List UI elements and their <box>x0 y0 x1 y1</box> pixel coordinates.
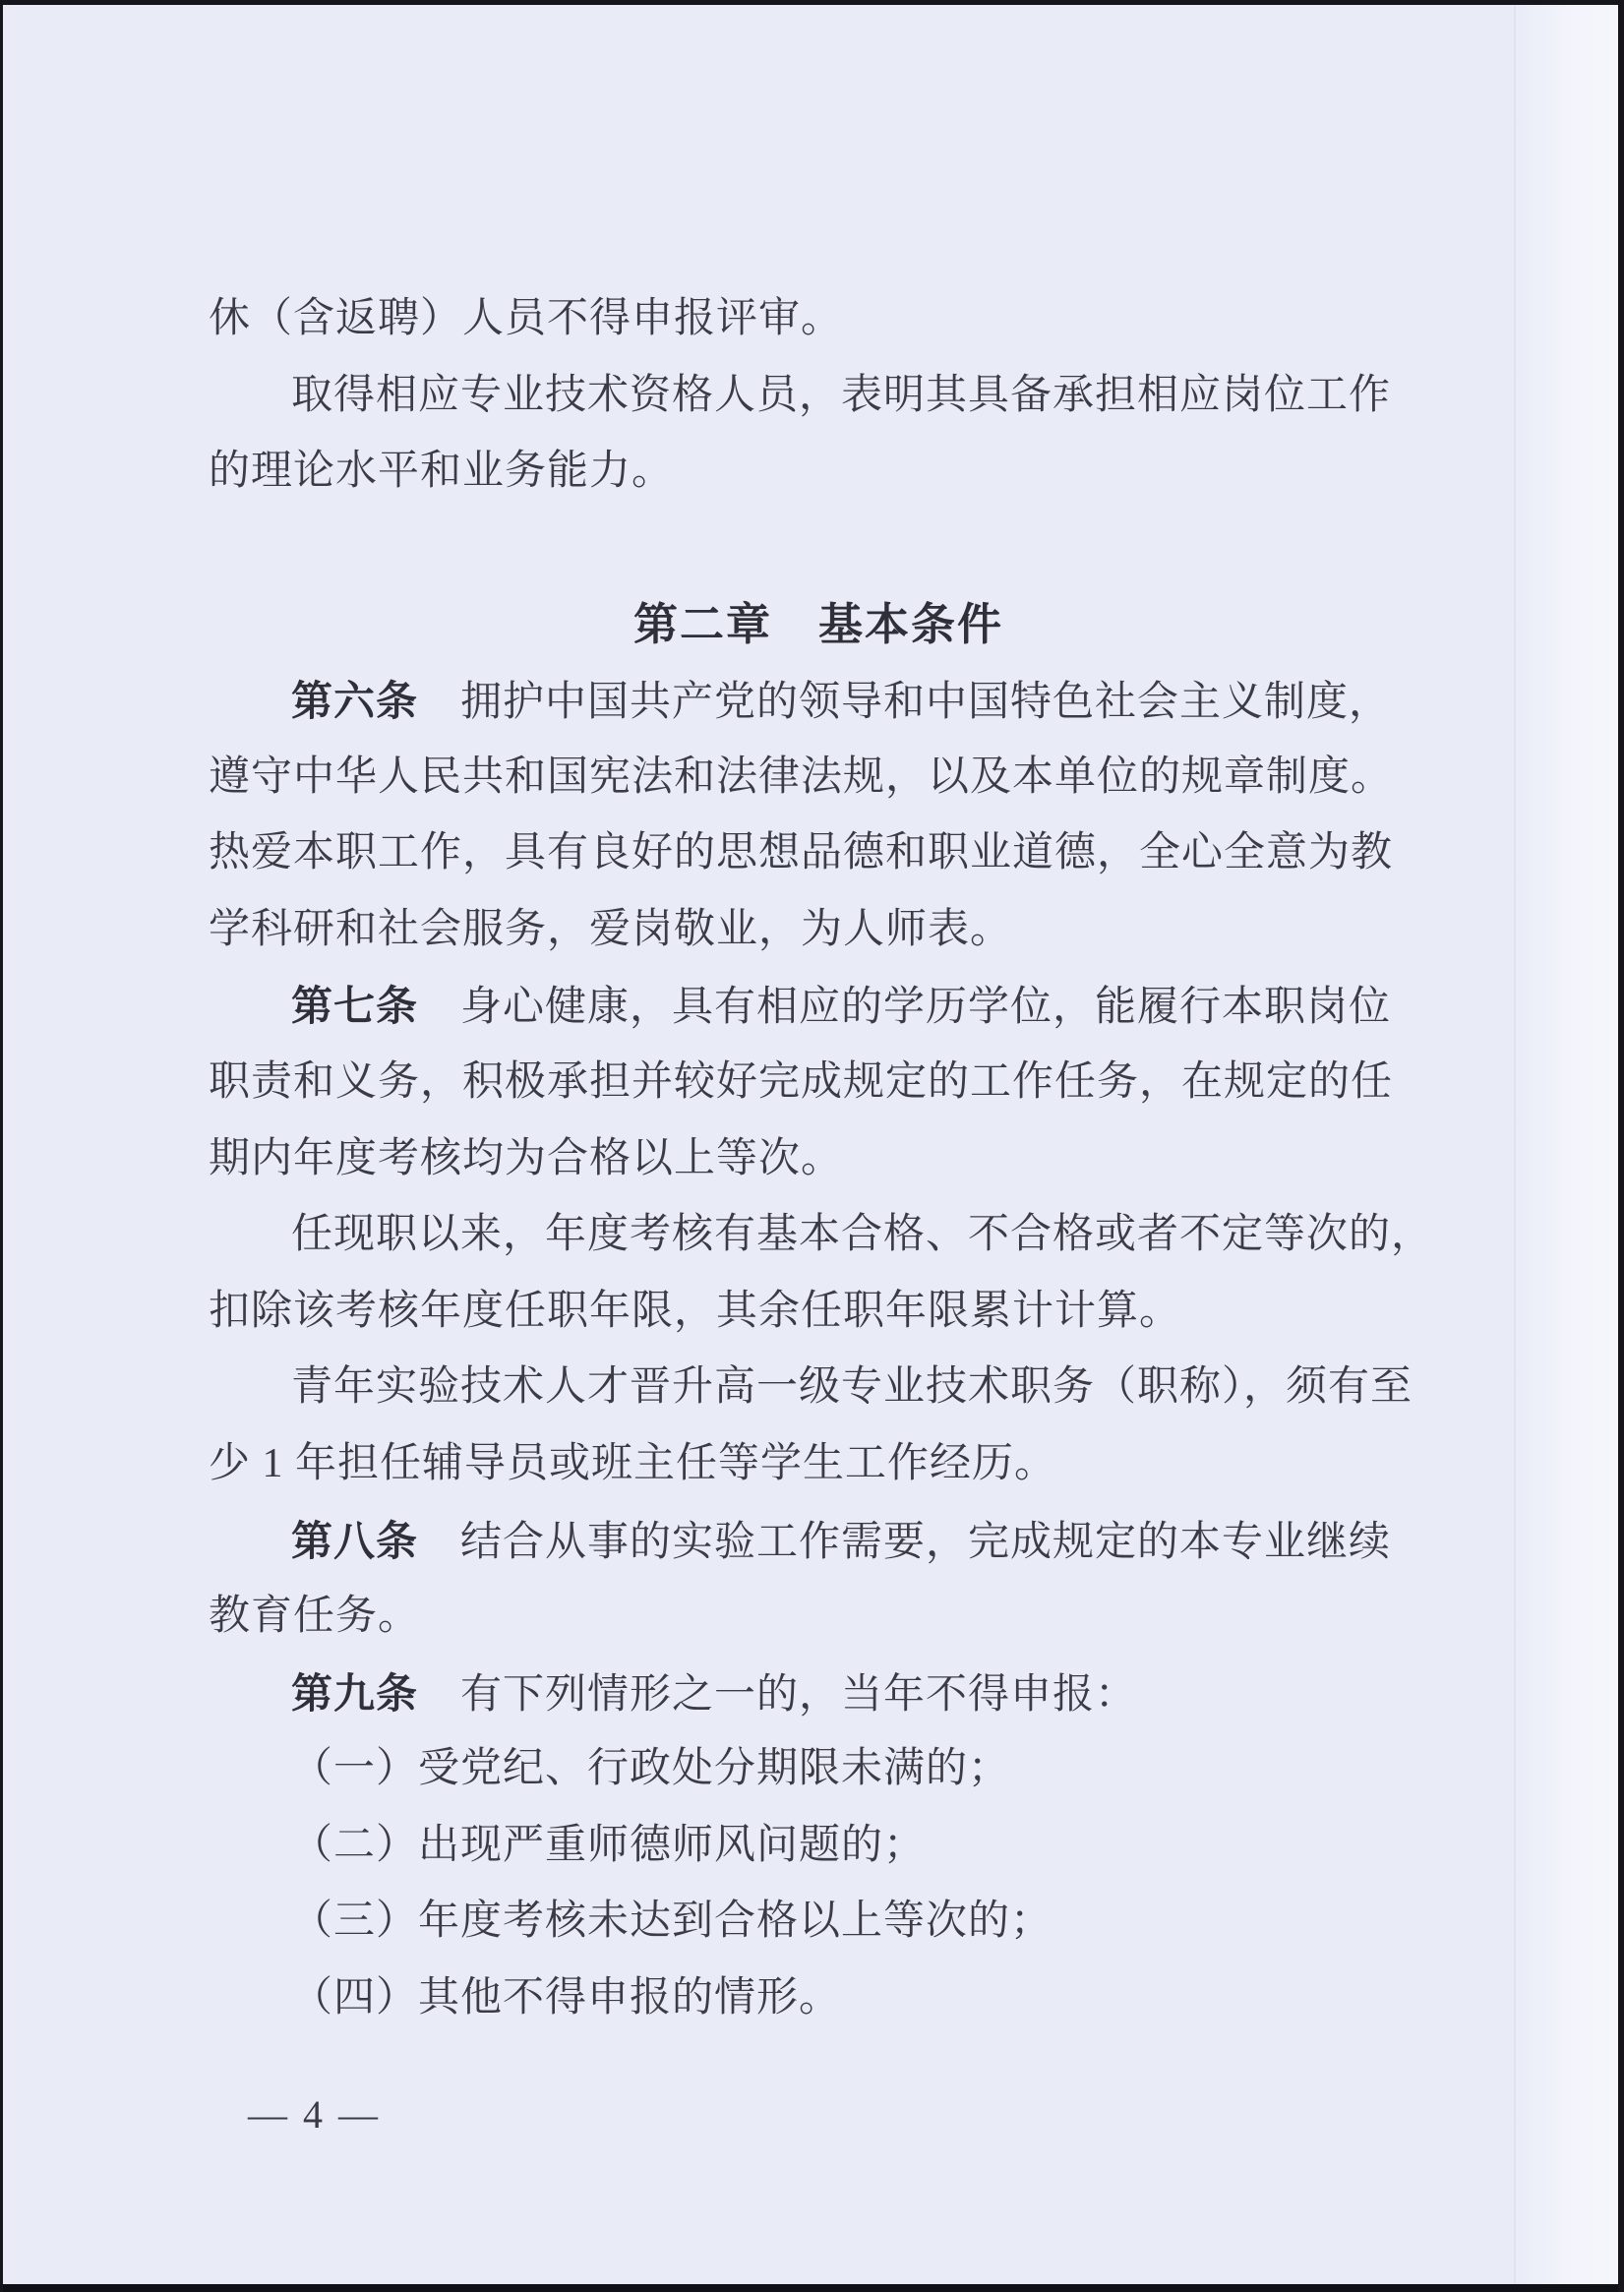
chapter-heading: 第二章 基本条件 <box>632 599 1003 650</box>
text-line <box>209 1884 1428 1960</box>
text-run: 学科研和社会服务，爱岗敬业，为人师表。 <box>209 906 1013 952</box>
text-run: （一）受党纪、行政处分期限未满的； <box>291 1746 1011 1792</box>
text-run: 遵守中华人民共和国宪法和法律法规，以及本单位的规章制度。 <box>209 754 1394 800</box>
text-line <box>209 1503 1428 1580</box>
text-run: 少 1 年担任辅导员或班主任等学生工作经历。 <box>209 1440 1057 1486</box>
text-line <box>209 1274 1428 1351</box>
text-run: 任现职以来，年度考核有基本合格、不合格或者不定等次的， <box>291 1212 1434 1258</box>
text-line <box>209 968 1428 1045</box>
text-run: 的理论水平和业务能力。 <box>209 449 675 495</box>
text-line <box>209 815 1428 892</box>
scan-edge-top <box>0 0 1624 5</box>
page-right-shadow <box>1515 5 1618 2284</box>
text-line <box>209 1808 1428 1885</box>
text-run: 拥护中国共产党的领导和中国特色社会主义制度， <box>418 679 1392 725</box>
text-run: 扣除该考核年度任职年限，其余任职年限累计计算。 <box>209 1288 1182 1334</box>
text-line <box>209 281 1428 358</box>
text-run: 结合从事的实验工作需要，完成规定的本专业继续 <box>418 1519 1392 1565</box>
text-run: 职责和义务，积极承担并较好完成规定的工作任务，在规定的任 <box>209 1058 1394 1105</box>
text-run: （三）年度考核未达到合格以上等次的； <box>291 1899 1053 1945</box>
text-run: （四）其他不得申报的情形。 <box>291 1975 842 2021</box>
article-number: 第八条 <box>291 1517 419 1564</box>
scan-edge-left <box>0 0 3 2292</box>
text-run: 教育任务。 <box>209 1594 421 1640</box>
text-run: （二）出现严重师德师风问题的； <box>291 1822 927 1868</box>
scan-edge-right <box>1618 0 1624 2292</box>
text-line <box>209 1426 1428 1503</box>
text-line <box>209 1960 1428 2037</box>
text-run: 休（含返聘）人员不得申报评审。 <box>209 296 844 341</box>
text-run: 期内年度考核均为合格以上等次。 <box>209 1135 844 1181</box>
page-number: — 4 — <box>248 2092 381 2137</box>
text-run: 有下列情形之一的，当年不得申报： <box>418 1671 1138 1718</box>
text-run: 青年实验技术人才晋升高一级专业技术职务（职称），须有至 <box>291 1364 1413 1411</box>
text-line <box>209 358 1428 435</box>
text-line <box>209 740 1428 816</box>
text-line <box>209 892 1428 969</box>
text-line <box>209 434 1428 511</box>
text-line <box>209 1197 1434 1274</box>
text-line <box>209 1045 1428 1121</box>
text-run: 取得相应专业技术资格人员，表明其具备承担相应岗位工作 <box>291 372 1392 418</box>
text-run: 热爱本职工作，具有良好的思想品德和职业道德，全心全意为教 <box>209 830 1394 876</box>
text-line <box>209 1350 1428 1426</box>
article-number: 第七条 <box>291 983 419 1030</box>
text-run: 身心健康，具有相应的学历学位，能履行本职岗位 <box>418 985 1392 1031</box>
scan-edge-bottom <box>0 2284 1624 2292</box>
document-body <box>209 281 1434 2037</box>
blank-line <box>209 511 1428 587</box>
text-line <box>209 1579 1428 1656</box>
text-line <box>209 1121 1428 1198</box>
text-line <box>209 1656 1428 1732</box>
article-number: 第九条 <box>291 1669 419 1717</box>
article-number: 第六条 <box>291 677 419 724</box>
text-line <box>209 1731 1428 1808</box>
text-line <box>209 663 1428 740</box>
